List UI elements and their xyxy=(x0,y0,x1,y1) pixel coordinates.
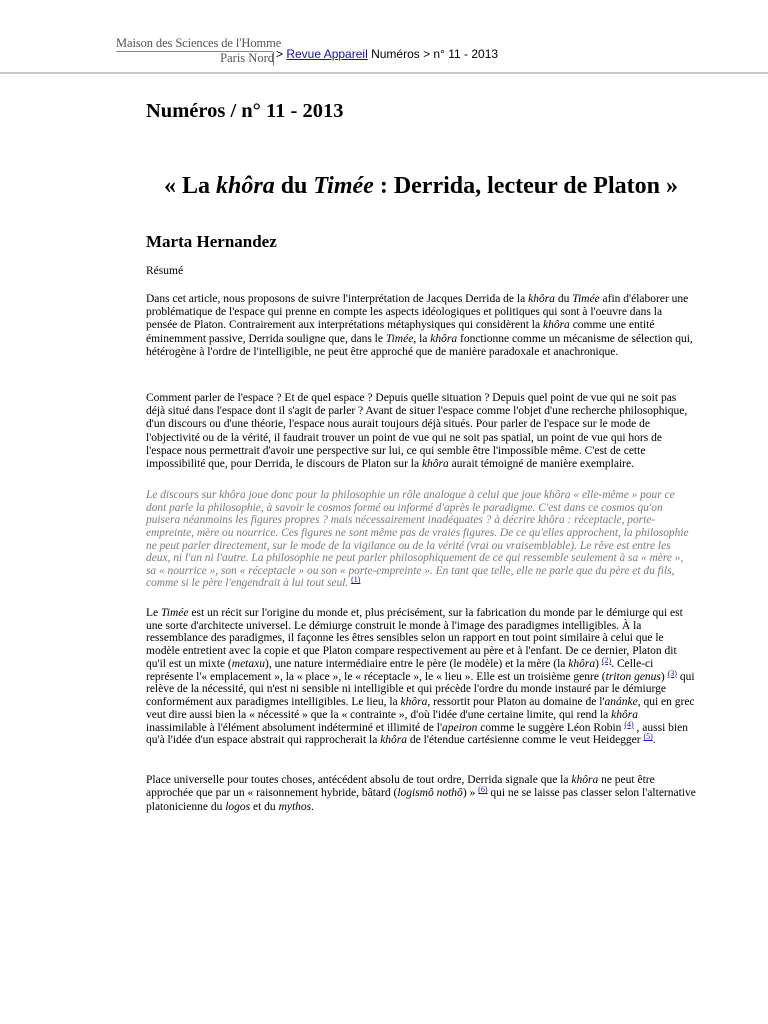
breadcrumb-rest: Numéros > n° 11 - 2013 xyxy=(367,47,499,61)
abstract-paragraph: Dans cet article, nous proposons de suivre l'interprétation de Jacques Derrida de la khôra du Timée afin d'élaborer une problématique de l'espace qui prenne en compte les aspects idéologiques et politiques qui sont à l'oeuvre dans la pensée de Platon. Contrairement aux interprétations métaphysiques qui considèrent la khôra comme une entité éminemment passive, Derrida souligne que, dans le Timée, la khôra fonctionne comme un mécanisme de sélection qui, hétérogène à l'ordre de l'intelligible, ne peut être approché que de manière paradoxale et anachronique. xyxy=(146,293,693,358)
logo-line2: Paris Nord xyxy=(220,51,274,65)
article-author: Marta Hernandez xyxy=(146,232,277,251)
logo-line1: Maison des Sciences de l'Homme xyxy=(116,36,282,50)
abstract-label: Résumé xyxy=(146,265,184,277)
footnote-link-1[interactable]: (1) xyxy=(351,575,361,585)
footnote-link-5[interactable]: (5) xyxy=(643,732,653,742)
footnote-link-4[interactable]: (4) xyxy=(624,719,634,729)
breadcrumb-link-revue[interactable]: Revue Appareil xyxy=(286,47,368,61)
header-divider xyxy=(0,72,768,74)
site-logo[interactable] xyxy=(116,36,282,65)
block-quote: Le discours sur khôra joue donc pour la philosophie un rôle analogue à celui que joue khôra « elle-même » pour ce dont parle la philosophie, à savoir le cosmos formé ou informé d'après le paradigme. C'est dans ce cosmos qu'on puisera néanmoins les figures propres ? mais nécessairement inadéquates ? à décrire khôra : réceptacle, porte-empreinte, mère ou nourrice. Ces figures ne sont même pas de vraies figures. De ce qu'elles approchent, la philosophie ne peut parler directement, sur le mode de la vigilance ou de la vérité (vrai ou vraisemblable). Le rêve est entre les deux, ni l'un ni l'autre. La philosophie ne peut parler philosophiquement de ce qui ressemble seulement à sa « mère », sa « nourrice », son « réceptacle » ou son « porte-empreinte ». En tant que telle, elle ne parle que du père et du fils, comme si le père l'engendrait à lui tout seul. $^{(1)}$ xyxy=(146,489,689,590)
footnote-link-6[interactable]: (6) xyxy=(478,785,488,795)
body-paragraph-2: Le Timée est un récit sur l'origine du monde et, plus précisément, sur la fabrication du monde par le démiurge qui est une sorte d'architecte universel. Le démiurge construit le monde à l'image des paradigmes intelligibles. À la ressemblance des paradigmes, il façonne les êtres sensibles selon un rapport en tout point similaire à celui que le modèle entretient avec la copie et que Platon compare respectivement au père et à l'enfant. De ce dernier, Platon dit qu'il est un mixte (metaxu), une nature intermédiaire entre le père (le modèle) et la mère (la khôra) $^{(2)}$. Celle-ci représente l'« emplacement », la « place », le « réceptacle », le « lieu ». Elle est un troisième genre (triton genus) $^{(3)}$ qui relève de la nécessité, qui n'est ni sensible ni intelligible et qui précède l'ordre du monde instauré par le démiurge conformément aux paradigmes intelligibles. Le lieu, la khôra, ressortit pour Platon au domaine de l'anánke, qui en grec veut dire aussi bien la « nécessité » que la « contrainte », d'où l'idée d'une certaine limite, qui rend la khôra inassimilable à l'élément absolument indéterminé et illimité de l'apeiron comme le suggère Léon Robin $^{(4)}$ , aussi bien qu'à l'idée d'un espace abstrait qui rapprocherait la khôra de l'étendue cartésienne comme le veut Heidegger $^{(5)}$. xyxy=(146,606,695,747)
site-header xyxy=(0,0,768,76)
breadcrumb xyxy=(276,47,498,61)
article-content xyxy=(146,98,696,814)
article-title: « La khôra du Timée : Derrida, lecteur de Platon » xyxy=(164,173,678,199)
body-paragraph-1: Comment parler de l'espace ? Et de quel espace ? Depuis quelle situation ? Depuis quel point de vue qui ne soit pas déjà situé dans l'espace dont il s'agit de parler ? Avant de situer l'espace comme l'objet d'une recherche philosophique, d'un discours ou d'une théorie, l'espace nous aurait toujours déjà situés. Pour parler de l'espace sur le mode de l'objectivité ou de la vérité, il faudrait trouver un point de vue qui ne soit pas spatial, un point de vue qui hors de l'espace nous permettrait d'avoir une perspective sur lui, ce qui semble être l'impossible même. C'est de cette impossibilité que, pour Derrida, le discours de Platon sur la khôra aurait témoigné de manière exemplaire. xyxy=(146,392,688,471)
footnote-link-3[interactable]: (3) xyxy=(667,668,677,678)
breadcrumb-separator: > xyxy=(276,47,287,61)
footnote-link-2[interactable]: (2) xyxy=(601,655,612,665)
section-title: Numéros / n° 11 - 2013 xyxy=(146,100,344,122)
body-paragraph-3: Place universelle pour toutes choses, antécédent absolu de tout ordre, Derrida signale que la khôra ne peut être approchée que par un « raisonnement hybride, bâtard (logismô nothô) » $^{(6)}$ qui ne se laisse pas classer selon l'alternative platonicienne du logos et du mythos. xyxy=(146,774,696,813)
